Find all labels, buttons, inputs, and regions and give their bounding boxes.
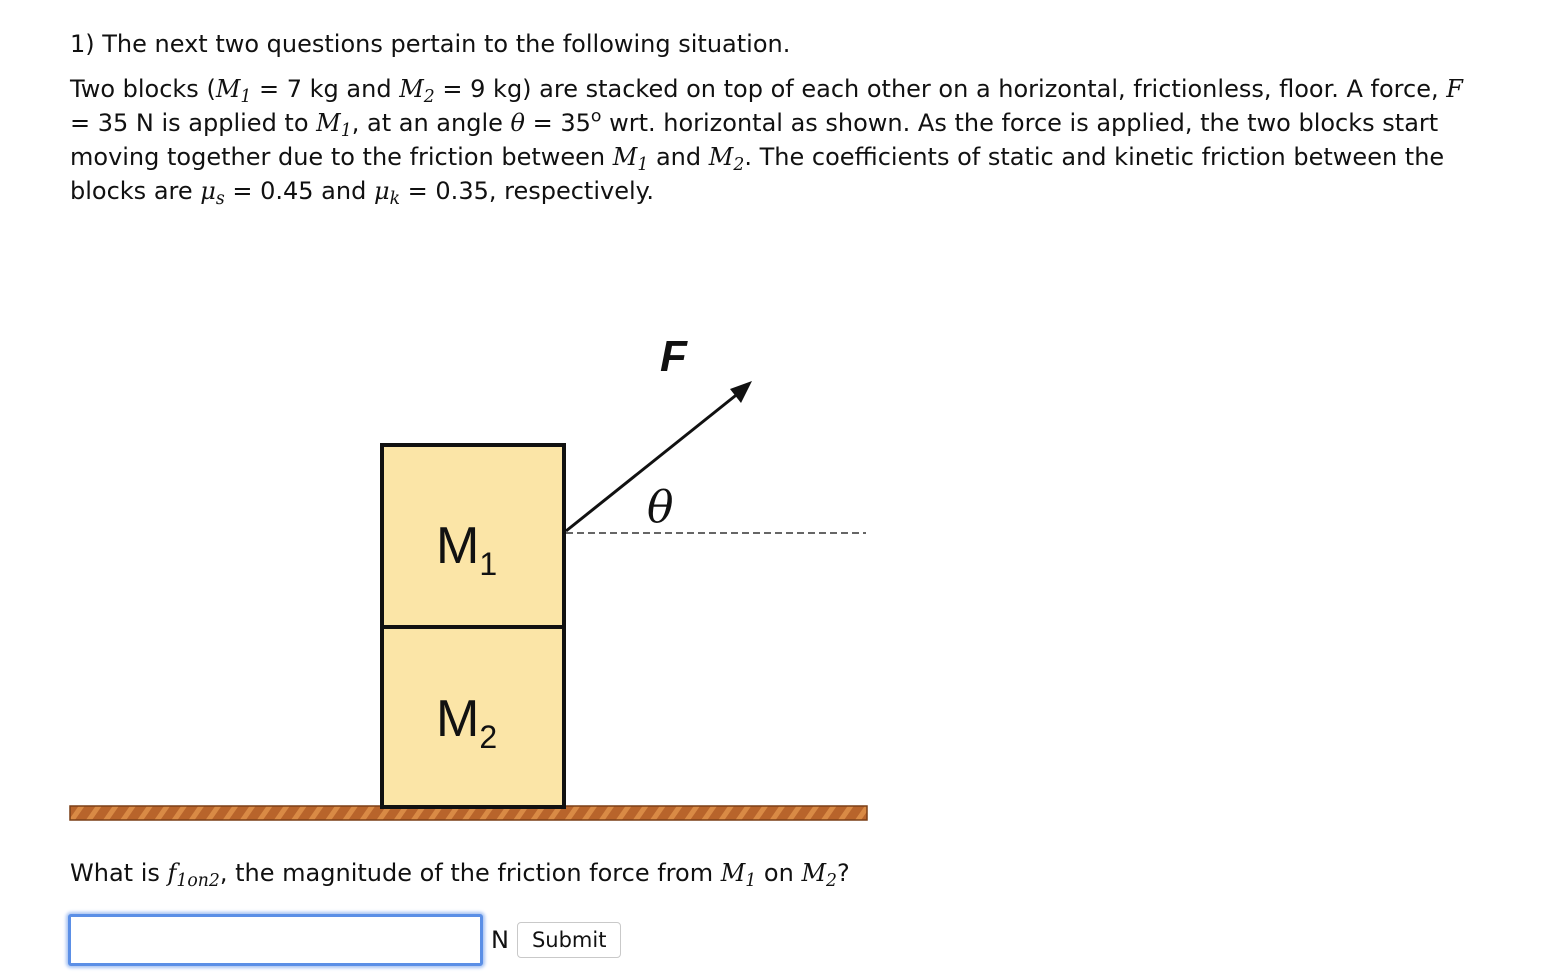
force-arrowhead (730, 381, 752, 403)
text-and: and (648, 143, 709, 171)
var-m2: $M_2$ (399, 75, 435, 107)
problem-statement (70, 28, 1490, 208)
text-force-value: = 35 N is applied to (70, 109, 317, 137)
text-mu-k-value: = 0.35, respectively. (400, 177, 655, 205)
text-m1-value: = 7 kg and (251, 75, 400, 103)
problem-description (70, 72, 1490, 208)
var-m1: $M_1$ (612, 143, 649, 175)
degree-mark: o (590, 106, 602, 127)
force-label: F (660, 332, 687, 381)
answer-row (68, 914, 621, 966)
var-m2: $M_2$ (801, 859, 838, 891)
var-m1: $M_1$ (316, 109, 352, 141)
block-m2-label: $M_2$ (436, 690, 498, 755)
var-m1: $M_1$ (215, 75, 252, 107)
text-angle-lead: , at an angle (351, 109, 511, 137)
text-two-blocks: Two blocks ( (70, 75, 216, 103)
var-mu-k: $\mu_k$ (373, 177, 401, 209)
text-mu-s-value: = 0.45 and (224, 177, 374, 205)
var-m2: $M_2$ (708, 143, 745, 175)
text-angle-tail: wrt. horizontal as shown. As the force is applied, the two blocks start moving together due to the friction between (70, 109, 1439, 171)
var-mu-s: $\mu_s$ (200, 177, 225, 209)
var-m1: $M_1$ (720, 859, 757, 891)
submit-button[interactable]: Submit (517, 922, 622, 958)
text-angle-value: = 35 (524, 109, 591, 137)
var-theta: θ (510, 109, 525, 137)
text-m2-value: = 9 kg) are stacked on top of each other on a horizontal, frictionless, floor. A force, (434, 75, 1447, 103)
angle-label: θ (647, 482, 674, 533)
unit-label: N (491, 926, 509, 954)
blocks-diagram (60, 320, 880, 830)
problem-heading: 1) The next two questions pertain to the following situation. (70, 30, 791, 58)
var-f: F (1446, 75, 1463, 103)
text-coefficients: . The coefficients of static and kinetic friction between the blocks are (70, 143, 1445, 205)
var-f-1on2: $f_{1on2}$ (167, 859, 220, 891)
block-m1-label: $M_1$ (436, 517, 498, 582)
answer-input[interactable] (68, 914, 483, 966)
question-text: What is $f_{1on2}$, the magnitude of the friction force from $M_1$ on $M_2$? (70, 859, 850, 891)
